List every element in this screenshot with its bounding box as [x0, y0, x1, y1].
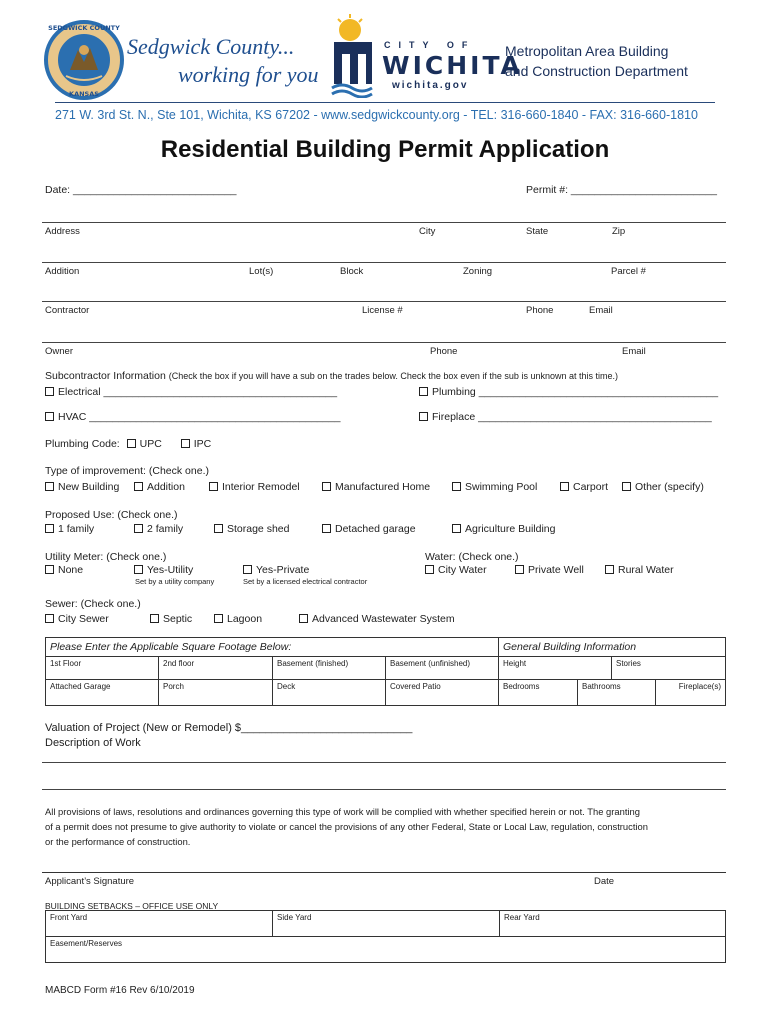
zoning-label: Zoning [463, 266, 493, 277]
date-field[interactable]: Date: ____________________________ [45, 184, 237, 196]
sewer-option[interactable] [45, 613, 109, 625]
bedrooms-label: Bedrooms [503, 682, 540, 691]
electrical-label: Electrical ________________________________________ [58, 386, 338, 398]
sqft-heading-cell [45, 637, 499, 657]
checkbox-icon[interactable] [214, 524, 223, 533]
ipc-label: IPC [193, 438, 212, 450]
sqft-field-label: Deck [277, 682, 296, 691]
improvement-option[interactable] [45, 481, 119, 493]
side-yard-label: Side Yard [277, 913, 312, 922]
subcontractor-note: (Check the box if you will have a sub on the trades below. Check the box even if the sub is unknown at this time.) [168, 371, 618, 381]
setbacks-heading: BUILDING SETBACKS – OFFICE USE ONLY [45, 901, 219, 911]
front-yard-label: Front Yard [50, 913, 88, 922]
proposed-use-option-label: 2 family [147, 523, 184, 535]
sqft-field-label: Covered Patio [390, 682, 441, 691]
plumbing-label: Plumbing _________________________________________ [432, 386, 719, 398]
addition-label: Addition [45, 266, 80, 277]
owner-rule [42, 342, 726, 343]
contractor-rule [42, 301, 726, 302]
sewer-option-label: City Sewer [58, 613, 109, 625]
permit-number-field[interactable]: Permit #: _________________________ [526, 184, 717, 196]
sqft-field[interactable] [45, 679, 159, 706]
signature-line[interactable] [42, 872, 726, 873]
checkbox-icon[interactable] [243, 565, 252, 574]
rear-yard-field[interactable] [499, 910, 726, 937]
state-label: State [526, 226, 549, 237]
checkbox-icon[interactable] [560, 482, 569, 491]
sewer-option-label: Lagoon [227, 613, 263, 625]
valuation-field[interactable]: Valuation of Project (New or Remodel) $____________________________ [45, 722, 413, 734]
meter-none-checkbox[interactable] [45, 564, 83, 576]
contractor-phone-label: Phone [526, 305, 554, 316]
water-option[interactable] [605, 564, 674, 576]
rear-yard-label: Rear Yard [504, 913, 540, 922]
checkbox-icon[interactable] [419, 387, 428, 396]
description-label: Description of Work [45, 737, 141, 749]
checkbox-icon[interactable] [45, 387, 54, 396]
upc-label: UPC [139, 438, 162, 450]
sedgwick-county-seal [44, 20, 124, 100]
fireplace-label: Fireplace ________________________________________ [432, 411, 712, 423]
sewer-label: Sewer: (Check one.) [45, 598, 141, 610]
plumbing-checkbox[interactable] [419, 386, 718, 398]
contact-address-line: 271 W. 3rd St. N., Ste 101, Wichita, KS 67202 - www.sedgwickcounty.org - TEL: 316-660-1840 - FAX: 316-660-1810 [55, 108, 698, 122]
city-url: wichita.gov [392, 80, 469, 91]
easement-field[interactable] [45, 936, 726, 963]
sewer-option-label: Septic [163, 613, 193, 625]
contractor-email-label: Email [589, 305, 613, 316]
improvement-option[interactable] [209, 481, 300, 493]
proposed-use-option-label: Agriculture Building [465, 523, 556, 535]
easement-label: Easement/Reserves [50, 939, 123, 948]
proposed-use-label: Proposed Use: (Check one.) [45, 509, 178, 521]
sqft-heading: Please Enter the Applicable Square Footage Below: [50, 641, 292, 653]
description-line-2[interactable] [42, 789, 726, 790]
contractor-label: Contractor [45, 305, 90, 316]
plumbing-code-label: Plumbing Code: [45, 438, 120, 450]
fireplaces-field[interactable] [655, 679, 726, 706]
improvement-option-label: Swimming Pool [465, 481, 538, 493]
sqft-field-label: Basement (finished) [277, 659, 349, 668]
parcel-label: Parcel # [611, 266, 646, 277]
block-label: Block [340, 266, 364, 277]
height-label: Height [503, 659, 527, 668]
checkbox-icon[interactable] [134, 524, 143, 533]
height-field[interactable] [498, 656, 612, 680]
hvac-checkbox[interactable] [45, 411, 340, 423]
addition-rule [42, 262, 726, 263]
sewer-option[interactable] [150, 613, 192, 625]
general-info-heading: General Building Information [503, 641, 637, 653]
wichita-logo-icon [328, 14, 376, 98]
sqft-field[interactable] [385, 656, 499, 680]
subcontractor-heading [45, 370, 618, 382]
checkbox-icon[interactable] [45, 614, 54, 623]
upc-checkbox[interactable] [127, 439, 136, 448]
ipc-checkbox[interactable] [181, 439, 190, 448]
subcontractor-title: Subcontractor Information [45, 370, 166, 382]
checkbox-icon[interactable] [322, 482, 331, 491]
checkbox-icon[interactable] [209, 482, 218, 491]
utility-meter-label: Utility Meter: (Check one.) [45, 551, 167, 563]
proposed-use-option[interactable] [45, 523, 94, 535]
sewer-option[interactable] [299, 613, 455, 625]
fireplace-checkbox[interactable] [419, 411, 712, 423]
sqft-field-label: 1st Floor [50, 659, 82, 668]
proposed-use-option[interactable] [322, 523, 416, 535]
water-option[interactable] [425, 564, 487, 576]
department-line-2: and Construction Department [505, 63, 688, 79]
general-info-heading-cell [498, 637, 726, 657]
checkbox-icon[interactable] [134, 482, 143, 491]
bathrooms-field[interactable] [577, 679, 656, 706]
checkbox-icon[interactable] [605, 565, 614, 574]
sqft-field[interactable] [158, 656, 273, 680]
proposed-use-option[interactable] [214, 523, 289, 535]
checkbox-icon[interactable] [299, 614, 308, 623]
county-name: Sedgwick County... [127, 34, 295, 59]
checkbox-icon[interactable] [45, 524, 54, 533]
owner-label: Owner [45, 346, 73, 357]
checkbox-icon[interactable] [452, 482, 461, 491]
improvement-option-label: Other (specify) [635, 481, 704, 493]
stories-field[interactable] [611, 656, 726, 680]
meter-yes-private-checkbox[interactable] [243, 564, 309, 576]
city-name: WICHITA [382, 51, 523, 80]
description-line-1[interactable] [42, 762, 726, 763]
improvement-option-label: New Building [58, 481, 120, 493]
checkbox-icon[interactable] [214, 614, 223, 623]
sqft-field-label: Basement (unfinished) [390, 659, 471, 668]
improvement-option[interactable] [134, 481, 185, 493]
meter-none-label: None [58, 564, 84, 576]
checkbox-icon[interactable] [134, 565, 143, 574]
bedrooms-field[interactable] [498, 679, 578, 706]
improvement-option[interactable] [322, 481, 430, 493]
improvement-option-label: Interior Remodel [222, 481, 300, 493]
page-title: Residential Building Permit Application [160, 136, 610, 163]
water-label: Water: (Check one.) [425, 551, 519, 563]
sewer-option-label: Advanced Wastewater System [312, 613, 455, 625]
checkbox-icon[interactable] [45, 412, 54, 421]
checkbox-icon[interactable] [322, 524, 331, 533]
proposed-use-option-label: Detached garage [335, 523, 416, 535]
address-label: Address [45, 226, 80, 237]
svg-text:KANSAS: KANSAS [69, 90, 99, 98]
proposed-use-option[interactable] [452, 523, 555, 535]
applicant-signature-label: Applicant’s Signature [45, 876, 135, 887]
provisions-line-2: of a permit does not presume to give authority to violate or cancel the provisions of any other Federal, State or Local Law, regulation, construction [45, 821, 648, 832]
owner-email-label: Email [622, 346, 646, 357]
improvement-label: Type of improvement: (Check one.) [45, 465, 209, 477]
checkbox-icon[interactable] [515, 565, 524, 574]
fireplaces-label: Fireplace(s) [678, 682, 721, 691]
checkbox-icon[interactable] [452, 524, 461, 533]
meter-yes-utility-note: Set by a utility company [135, 577, 215, 586]
water-option[interactable] [515, 564, 584, 576]
city-of-label: CITY OF [384, 40, 476, 50]
department-line-1: Metropolitan Area Building [505, 43, 669, 59]
checkbox-icon[interactable] [425, 565, 434, 574]
zip-label: Zip [612, 226, 626, 237]
sewer-option[interactable] [214, 613, 262, 625]
form-number: MABCD Form #16 Rev 6/10/2019 [45, 985, 195, 996]
license-label: License # [362, 305, 403, 316]
sqft-field[interactable] [272, 656, 386, 680]
proposed-use-option[interactable] [134, 523, 183, 535]
checkbox-icon[interactable] [419, 412, 428, 421]
signature-date-label: Date [594, 876, 615, 887]
sqft-field[interactable] [272, 679, 386, 706]
sqft-field[interactable] [158, 679, 273, 706]
meter-yes-private-note: Set by a licensed electrical contractor [243, 577, 368, 586]
side-yard-field[interactable] [272, 910, 500, 937]
checkbox-icon[interactable] [150, 614, 159, 623]
sqft-field-label: 2nd floor [163, 659, 195, 668]
checkbox-icon[interactable] [622, 482, 631, 491]
stories-label: Stories [616, 659, 641, 668]
sqft-field[interactable] [385, 679, 499, 706]
owner-phone-label: Phone [430, 346, 458, 357]
meter-yes-utility-label: Yes-Utility [147, 564, 194, 576]
bathrooms-label: Bathrooms [582, 682, 621, 691]
improvement-option[interactable] [560, 481, 608, 493]
electrical-checkbox[interactable] [45, 386, 337, 398]
front-yard-field[interactable] [45, 910, 273, 937]
provisions-line-1: All provisions of laws, resolutions and ordinances governing this type of work will be complied with whether specified herein or not. The granting [45, 806, 640, 817]
hvac-label: HVAC ___________________________________________ [58, 411, 341, 423]
improvement-option-label: Addition [147, 481, 185, 493]
svg-text:SEDGWICK COUNTY: SEDGWICK COUNTY [48, 24, 120, 32]
improvement-option[interactable] [622, 481, 704, 493]
plumbing-code-row [45, 438, 211, 450]
meter-yes-utility-checkbox[interactable] [134, 564, 193, 576]
improvement-option-label: Manufactured Home [335, 481, 431, 493]
county-tagline: working for you [178, 62, 319, 87]
meter-yes-private-label: Yes-Private [256, 564, 310, 576]
provisions-line-3: or the performance of construction. [45, 836, 191, 847]
checkbox-icon[interactable] [45, 565, 54, 574]
proposed-use-option-label: Storage shed [227, 523, 290, 535]
water-option-label: Rural Water [618, 564, 674, 576]
lots-label: Lot(s) [249, 266, 274, 277]
proposed-use-option-label: 1 family [58, 523, 95, 535]
improvement-option-label: Carport [573, 481, 609, 493]
header-rule [55, 102, 715, 103]
checkbox-icon[interactable] [45, 482, 54, 491]
sqft-field[interactable] [45, 656, 159, 680]
sqft-field-label: Porch [163, 682, 184, 691]
water-option-label: City Water [438, 564, 487, 576]
water-option-label: Private Well [528, 564, 584, 576]
improvement-option[interactable] [452, 481, 537, 493]
address-rule [42, 222, 726, 223]
city-label: City [419, 226, 436, 237]
sqft-field-label: Attached Garage [50, 682, 111, 691]
